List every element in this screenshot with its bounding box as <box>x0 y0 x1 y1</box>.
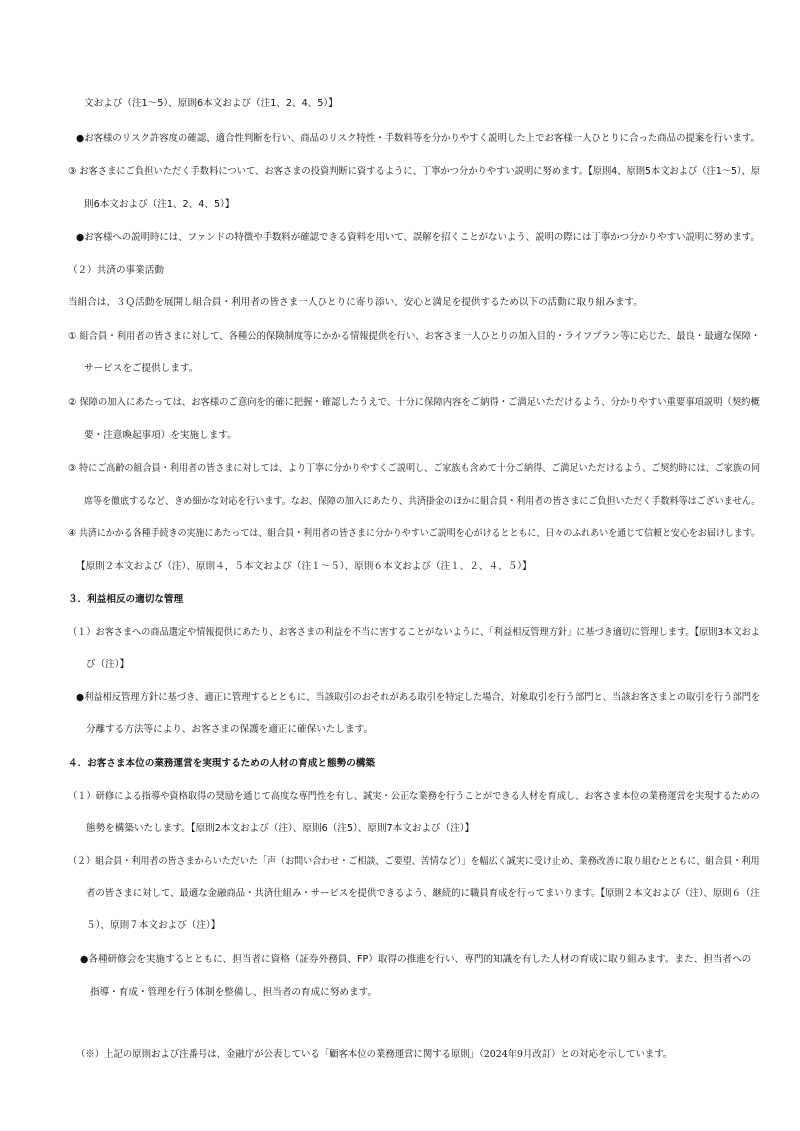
section-subheading: （２）共済の事業活動 <box>68 265 164 276</box>
text-line: 文および（注1～5）、原則6本文および（注1、2、4、5）】 <box>84 98 338 109</box>
section-heading: ３．利益相反の適切な管理 <box>68 594 184 605</box>
text-line: 則6本文および（注1、2、4、5）】 <box>84 199 235 210</box>
paragraph: 当組合は、３Ｑ活動を展開し組合員・利用者の皆さま一人ひとりに寄り添い、安心と満足を提供するため以下の活動に取り組みます。 <box>68 297 643 308</box>
text-line: び（注）】 <box>86 659 130 670</box>
text-line: 者の皆さまに対して、最適な金融商品・共済仕組み・サービスを提供できるよう、継続的に職員育成を行ってまいります。【原則２本文および（注）、原則６（注 <box>86 888 760 899</box>
numbered-item: ④ 共済にかかる各種手続きの実施にあたっては、組合員・利用者の皆さまに分かりやすいご説明を心がけるとともに、日々のふれあいを通じて信頼と安心をお届けします。 <box>68 528 760 539</box>
text-line: 要・注意喚起事項）を実施します。 <box>84 430 237 441</box>
text-line: ５）、原則７本文および（注）】 <box>86 920 221 931</box>
bullet-item: ●お客様のリスク許容度の確認、適合性判断を行い、商品のリスク特性・手数料等を分かりやすく説明した上でお客様一人ひとりに合った商品の提案を行います。 <box>76 133 760 144</box>
section-heading: ４．お客さま本位の業務運営を実現するための人材の育成と態勢の構築 <box>68 758 375 769</box>
numbered-item: ① 組合員・利用者の皆さまに対して、各種公的保険制度等にかかる情報提供を行い、お客さま一人ひとりの加入目的・ライフプラン等に応じた、最良・最適な保障・ <box>68 331 761 342</box>
bullet-item: ●各種研修会を実施するとともに、担当者に資格（証券外務員、FP）取得の推進を行い、専門的知識を有した人材の育成に取り組みます。また、担当者への <box>80 954 752 965</box>
text-line: （１）研修による指導や資格取得の奨励を通じて高度な専門性を有し、誠実・公正な業務を行うことができる人材を育成し、お客さま本位の業務運営を実現するための <box>68 791 760 802</box>
text-line: サービスをご提供します。 <box>84 363 199 374</box>
footnote: （※）上記の原則および注番号は、金融庁が公表している「顧客本位の業務運営に関する原則」（2024年9月改訂）との対応を示しています。 <box>76 1049 673 1060</box>
reference-note: 【原則２本文および（注）、原則４，５本文および（注１～５）、原則６本文および（注１、２、４、５）】 <box>76 561 532 572</box>
text-line: 分離する方法等により、お客さまの保護を適正に確保いたします。 <box>86 724 374 735</box>
text-line: 席等を徹底するなど、きめ細かな対応を行います。なお、保障の加入にあたり、共済掛金のほかに組合員・利用者の皆さまにご負担いただく手数料等はございません。 <box>84 496 761 507</box>
numbered-item: ② 保障の加入にあたっては、お客様のご意向を的確に把握・確認したうえで、十分に保障内容をご納得・ご満足いただけるよう、分かりやすい重要事項説明（契約概 <box>68 397 760 408</box>
bullet-item: ●お客様への説明時には、ファンドの特徴や手数料が確認できる資料を用いて、誤解を招くことがないよう、説明の際には丁寧かつ分かりやすい説明に努めます。 <box>76 232 760 243</box>
bullet-item: ●利益相反管理方針に基づき、適正に管理するとともに、当該取引のおそれがある取引を特定した場合、対象取引を行う部門と、当該お客さまとの取引を行う部門を <box>76 692 761 703</box>
text-line: （１）お客さまへの商品選定や情報提供にあたり、お客さまの利益を不当に害することがないように、「利益相反管理方針」に基づき適切に管理します。【原則3本文およ <box>68 627 760 638</box>
text-line: 指導・育成・管理を行う体制を整備し、担当者の育成に努めます。 <box>90 987 378 998</box>
text-line: 態勢を構築いたします。【原則2本文および（注）、原則6（注5）、原則7本文および（注）】 <box>86 823 475 834</box>
numbered-item: ③ 特にご高齢の組合員・利用者の皆さまに対しては、より丁寧に分かりやすくご説明し、ご家族も含めて十分ご納得、ご満足いただけるよう、ご契約時には、ご家族の同 <box>68 463 761 474</box>
numbered-item: ③ お客さまにご負担いただく手数料について、お客さまの投資判断に資するように、丁寧かつ分かりやすい説明に努めます。【原則4、原則5本文および（注1～5）、原 <box>68 166 761 177</box>
text-line: （２）組合員・利用者の皆さまからいただいた「声（お問い合わせ・ご相談、ご要望、苦情など）」を幅広く誠実に受け止め、業務改善に取り組むとともに、組合員・利用 <box>68 856 760 867</box>
